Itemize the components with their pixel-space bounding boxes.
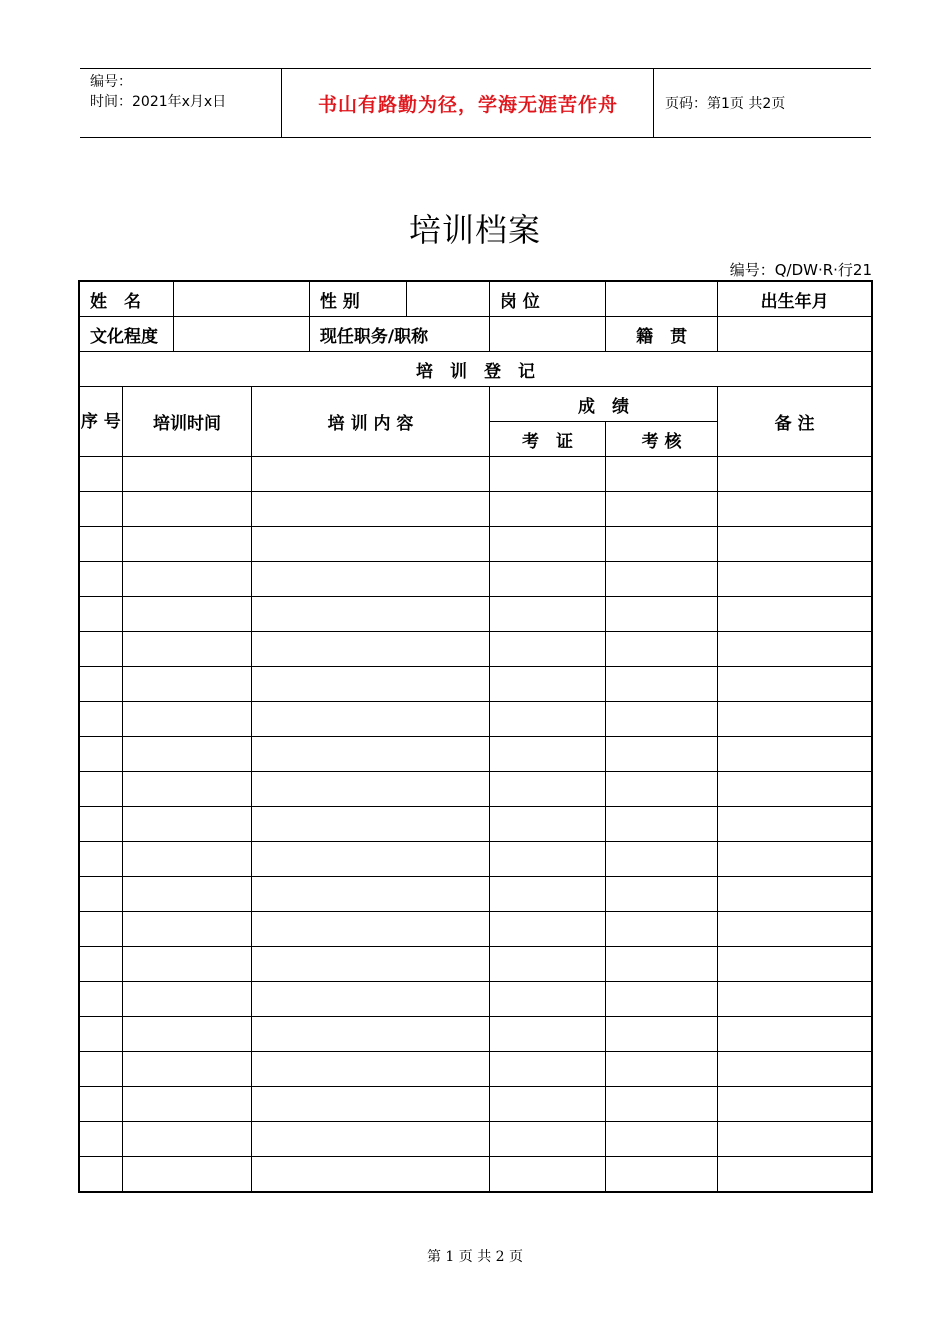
blank-cell[interactable] (718, 877, 872, 912)
table-row (79, 947, 872, 982)
blank-cell[interactable] (79, 1087, 122, 1122)
blank-cell[interactable] (606, 737, 718, 772)
blank-cell[interactable] (122, 807, 252, 842)
header-time: 时间：2021年x月x日 (90, 94, 227, 110)
blank-cell[interactable] (252, 1087, 490, 1122)
blank-cell[interactable] (489, 632, 605, 667)
blank-cell[interactable] (718, 597, 872, 632)
blank-cell[interactable] (79, 1122, 122, 1157)
blank-cell[interactable] (252, 947, 490, 982)
blank-cell[interactable] (79, 492, 122, 527)
blank-cell[interactable] (122, 1087, 252, 1122)
blank-cell[interactable] (718, 737, 872, 772)
blank-rows (79, 457, 872, 1193)
blank-cell[interactable] (606, 457, 718, 492)
blank-cell[interactable] (122, 1017, 252, 1052)
blank-cell[interactable] (252, 597, 490, 632)
blank-cell[interactable] (718, 912, 872, 947)
blank-cell[interactable] (606, 527, 718, 562)
header-page-info: 页码：第1页 共2页 (665, 96, 786, 112)
blank-cell[interactable] (718, 1052, 872, 1087)
blank-cell[interactable] (252, 1017, 490, 1052)
blank-cell[interactable] (252, 842, 490, 877)
blank-cell[interactable] (79, 667, 122, 702)
header-left (90, 72, 226, 112)
blank-cell[interactable] (606, 842, 718, 877)
blank-cell[interactable] (252, 807, 490, 842)
table-row (79, 702, 872, 737)
blank-cell[interactable] (718, 1017, 872, 1052)
blank-cell[interactable] (79, 562, 122, 597)
blank-cell[interactable] (606, 877, 718, 912)
blank-cell[interactable] (122, 492, 252, 527)
blank-cell[interactable] (489, 457, 605, 492)
blank-cell[interactable] (718, 492, 872, 527)
name-label: 姓 名 (79, 281, 174, 317)
blank-cell[interactable] (252, 912, 490, 947)
education-value[interactable] (174, 317, 310, 352)
blank-cell[interactable] (489, 597, 605, 632)
table-row (79, 492, 872, 527)
doc-code: 编号：Q/DW·R·行21 (729, 261, 872, 279)
blank-cell[interactable] (718, 842, 872, 877)
blank-cell[interactable] (489, 562, 605, 597)
score-header: 成 绩 (489, 387, 717, 422)
blank-cell[interactable] (79, 597, 122, 632)
blank-cell[interactable] (79, 947, 122, 982)
remark-header: 备 注 (718, 387, 872, 457)
blank-cell[interactable] (79, 1157, 122, 1193)
blank-cell[interactable] (606, 1087, 718, 1122)
blank-cell[interactable] (79, 527, 122, 562)
blank-cell[interactable] (252, 702, 490, 737)
blank-cell[interactable] (79, 877, 122, 912)
blank-cell[interactable] (252, 1122, 490, 1157)
blank-cell[interactable] (122, 562, 252, 597)
table-row (79, 1017, 872, 1052)
page-footer: 第 1 页 共 2 页 (426, 1249, 524, 1265)
blank-cell[interactable] (718, 1087, 872, 1122)
blank-cell[interactable] (489, 1122, 605, 1157)
blank-cell[interactable] (718, 457, 872, 492)
blank-cell[interactable] (489, 982, 605, 1017)
blank-cell[interactable] (718, 632, 872, 667)
blank-cell[interactable] (122, 772, 252, 807)
blank-cell[interactable] (718, 982, 872, 1017)
blank-cell[interactable] (489, 702, 605, 737)
blank-cell[interactable] (252, 527, 490, 562)
table-row (79, 1157, 872, 1193)
blank-cell[interactable] (79, 1052, 122, 1087)
blank-cell[interactable] (489, 947, 605, 982)
origin-value[interactable] (718, 317, 872, 352)
table-row (79, 737, 872, 772)
post-label: 岗 位 (489, 281, 605, 317)
blank-cell[interactable] (718, 772, 872, 807)
blank-cell[interactable] (122, 737, 252, 772)
blank-cell[interactable] (79, 772, 122, 807)
page-title: 培训档案 (408, 211, 541, 249)
table-row (79, 877, 872, 912)
blank-cell[interactable] (489, 667, 605, 702)
blank-cell[interactable] (79, 632, 122, 667)
header-divider (653, 69, 654, 137)
blank-cell[interactable] (718, 807, 872, 842)
blank-cell[interactable] (122, 877, 252, 912)
table-row (79, 527, 872, 562)
blank-cell[interactable] (252, 667, 490, 702)
blank-cell[interactable] (122, 457, 252, 492)
position-label: 现任职务/职称 (309, 317, 489, 352)
birth-label: 出生年月 (718, 281, 872, 317)
blank-cell[interactable] (606, 492, 718, 527)
blank-cell[interactable] (489, 527, 605, 562)
blank-cell[interactable] (79, 1017, 122, 1052)
blank-cell[interactable] (252, 877, 490, 912)
blank-cell[interactable] (489, 1052, 605, 1087)
blank-cell[interactable] (489, 737, 605, 772)
blank-cell[interactable] (606, 597, 718, 632)
blank-cell[interactable] (606, 562, 718, 597)
blank-cell[interactable] (489, 1017, 605, 1052)
blank-cell[interactable] (489, 772, 605, 807)
cert-header: 考 证 (489, 422, 605, 457)
table-row (79, 457, 872, 492)
blank-cell[interactable] (252, 632, 490, 667)
blank-cell[interactable] (122, 632, 252, 667)
blank-cell[interactable] (122, 947, 252, 982)
training-record-table (78, 280, 873, 1193)
content-header: 培 训 内 容 (252, 387, 490, 457)
blank-cell[interactable] (252, 1157, 490, 1193)
blank-cell[interactable] (606, 807, 718, 842)
blank-cell[interactable] (122, 702, 252, 737)
position-value[interactable] (489, 317, 605, 352)
blank-cell[interactable] (122, 1122, 252, 1157)
blank-cell[interactable] (122, 1052, 252, 1087)
header-motto: 书山有路勤为径，学海无涯苦作舟 (317, 93, 618, 116)
seq-header: 序 号 (79, 387, 122, 457)
blank-cell[interactable] (79, 982, 122, 1017)
blank-cell[interactable] (489, 1087, 605, 1122)
table-row (79, 807, 872, 842)
blank-cell[interactable] (606, 667, 718, 702)
assess-header: 考 核 (606, 422, 718, 457)
table-row (79, 842, 872, 877)
blank-cell[interactable] (252, 772, 490, 807)
blank-cell[interactable] (252, 457, 490, 492)
gender-value[interactable] (406, 281, 489, 317)
blank-cell[interactable] (489, 912, 605, 947)
blank-cell[interactable] (252, 1052, 490, 1087)
blank-cell[interactable] (79, 912, 122, 947)
table-row (79, 632, 872, 667)
blank-cell[interactable] (718, 562, 872, 597)
table-row (79, 562, 872, 597)
blank-cell[interactable] (122, 597, 252, 632)
header-number: 编号： (90, 74, 132, 90)
blank-cell[interactable] (606, 772, 718, 807)
blank-cell[interactable] (252, 492, 490, 527)
blank-cell[interactable] (606, 1017, 718, 1052)
table-row (79, 912, 872, 947)
blank-cell[interactable] (718, 1157, 872, 1193)
blank-cell[interactable] (489, 807, 605, 842)
blank-cell[interactable] (79, 702, 122, 737)
blank-cell[interactable] (252, 982, 490, 1017)
blank-cell[interactable] (606, 1157, 718, 1193)
gender-label: 性 别 (309, 281, 406, 317)
name-value[interactable] (174, 281, 310, 317)
blank-cell[interactable] (606, 702, 718, 737)
blank-cell[interactable] (718, 667, 872, 702)
table-row (79, 667, 872, 702)
education-label: 文化程度 (79, 317, 174, 352)
blank-cell[interactable] (606, 912, 718, 947)
blank-cell[interactable] (606, 632, 718, 667)
blank-cell[interactable] (606, 1052, 718, 1087)
blank-cell[interactable] (122, 1157, 252, 1193)
blank-cell[interactable] (718, 702, 872, 737)
blank-cell[interactable] (122, 527, 252, 562)
blank-cell[interactable] (79, 807, 122, 842)
table-row (79, 982, 872, 1017)
origin-label: 籍 贯 (606, 317, 718, 352)
blank-cell[interactable] (122, 912, 252, 947)
blank-cell[interactable] (606, 1122, 718, 1157)
table-row (79, 772, 872, 807)
blank-cell[interactable] (718, 527, 872, 562)
blank-cell[interactable] (718, 1122, 872, 1157)
table-row (79, 1087, 872, 1122)
blank-cell[interactable] (79, 737, 122, 772)
blank-cell[interactable] (122, 982, 252, 1017)
blank-cell[interactable] (606, 982, 718, 1017)
blank-cell[interactable] (489, 877, 605, 912)
table-row (79, 1122, 872, 1157)
blank-cell[interactable] (489, 492, 605, 527)
time-header: 培训时间 (122, 387, 252, 457)
table-row (79, 1052, 872, 1087)
blank-cell[interactable] (122, 842, 252, 877)
table-row (79, 597, 872, 632)
blank-cell[interactable] (718, 947, 872, 982)
register-heading: 培 训 登 记 (79, 352, 872, 387)
blank-cell[interactable] (79, 457, 122, 492)
blank-cell[interactable] (489, 1157, 605, 1193)
page-header (80, 68, 871, 138)
blank-cell[interactable] (489, 842, 605, 877)
blank-cell[interactable] (79, 842, 122, 877)
blank-cell[interactable] (606, 947, 718, 982)
blank-cell[interactable] (252, 562, 490, 597)
blank-cell[interactable] (252, 737, 490, 772)
blank-cell[interactable] (122, 667, 252, 702)
post-value[interactable] (606, 281, 718, 317)
